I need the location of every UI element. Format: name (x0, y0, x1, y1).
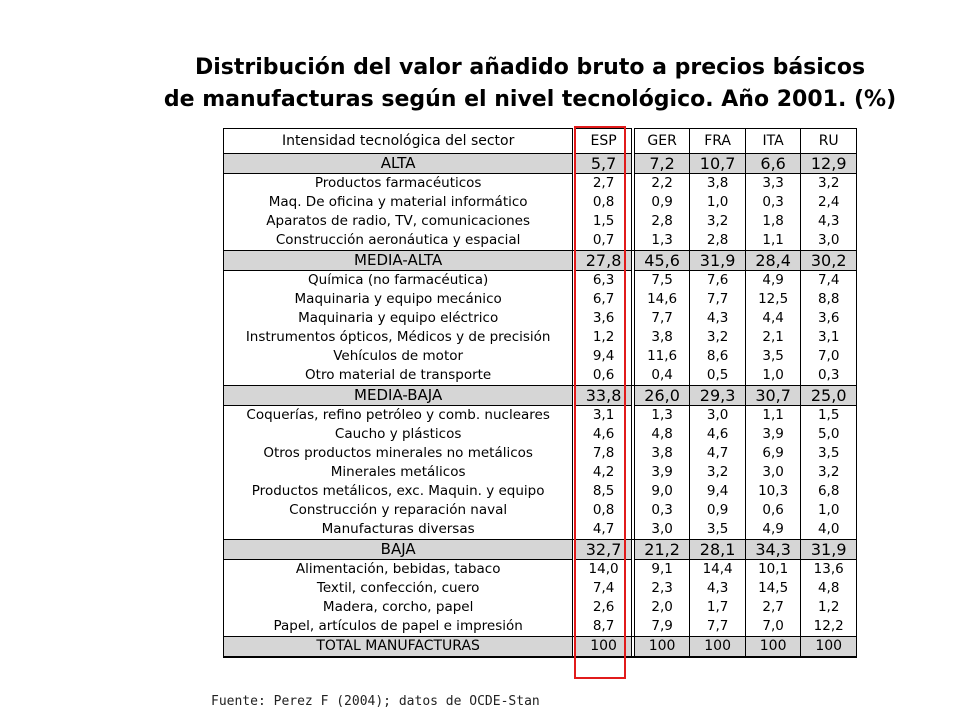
sector-value-esp: 3,6 (576, 309, 632, 328)
sector-value-ru: 3,0 (801, 231, 857, 251)
sector-value-esp: 2,7 (576, 174, 632, 194)
table-row (224, 501, 857, 520)
sector-value-ru: 1,0 (801, 501, 857, 520)
table-row (224, 366, 857, 386)
sector-value-fra: 7,6 (690, 271, 746, 291)
table-row (224, 231, 857, 251)
sector-value-ru: 3,2 (801, 463, 857, 482)
sector-value-ger: 2,2 (634, 174, 690, 194)
sector-value-ru: 2,4 (801, 193, 857, 212)
group-label: ALTA (224, 154, 573, 174)
table-row (224, 212, 857, 231)
sector-value-esp: 4,2 (576, 463, 632, 482)
sector-value-ita: 10,3 (745, 482, 801, 501)
sector-value-ita: 1,1 (745, 231, 801, 251)
sector-value-esp: 3,1 (576, 406, 632, 426)
sector-value-ru: 5,0 (801, 425, 857, 444)
header-country-ita: ITA (745, 129, 801, 154)
total-value-esp: 100 (576, 637, 632, 658)
group-row (224, 154, 857, 174)
sector-value-esp: 7,8 (576, 444, 632, 463)
sector-value-fra: 3,0 (690, 406, 746, 426)
sector-value-ger: 3,9 (634, 463, 690, 482)
sector-label: Construcción aeronáutica y espacial (224, 231, 573, 251)
table-row (224, 309, 857, 328)
sector-value-esp: 2,6 (576, 598, 632, 617)
sector-value-ru: 1,2 (801, 598, 857, 617)
total-value-fra: 100 (690, 637, 746, 658)
sector-value-fra: 0,5 (690, 366, 746, 386)
sector-value-esp: 8,5 (576, 482, 632, 501)
sector-value-ita: 4,9 (745, 520, 801, 540)
group-value-esp: 5,7 (576, 154, 632, 174)
sector-label: Papel, artículos de papel e impresión (224, 617, 573, 637)
group-value-ger: 21,2 (634, 540, 690, 560)
sector-value-ru: 4,0 (801, 520, 857, 540)
sector-value-ru: 7,4 (801, 271, 857, 291)
sector-value-esp: 6,7 (576, 290, 632, 309)
sector-value-ger: 7,5 (634, 271, 690, 291)
sector-value-fra: 0,9 (690, 501, 746, 520)
header-country-ru: RU (801, 129, 857, 154)
total-label: TOTAL MANUFACTURAS (224, 637, 573, 658)
sector-label: Minerales metálicos (224, 463, 573, 482)
sector-value-ru: 6,8 (801, 482, 857, 501)
sector-value-fra: 4,7 (690, 444, 746, 463)
table-row (224, 174, 857, 194)
table-row (224, 617, 857, 637)
sector-label: Maquinaria y equipo eléctrico (224, 309, 573, 328)
sector-value-ger: 3,0 (634, 520, 690, 540)
sector-value-ita: 3,0 (745, 463, 801, 482)
table-container (223, 128, 857, 658)
sector-value-ita: 1,0 (745, 366, 801, 386)
sector-label: Química (no farmacéutica) (224, 271, 573, 291)
sector-value-fra: 3,2 (690, 212, 746, 231)
sector-value-fra: 3,5 (690, 520, 746, 540)
table-row (224, 463, 857, 482)
sector-value-ger: 0,3 (634, 501, 690, 520)
sector-value-ru: 3,2 (801, 174, 857, 194)
sector-value-ita: 2,1 (745, 328, 801, 347)
sector-value-ger: 4,8 (634, 425, 690, 444)
sector-value-ita: 6,9 (745, 444, 801, 463)
sector-label: Productos farmacéuticos (224, 174, 573, 194)
sector-value-esp: 4,6 (576, 425, 632, 444)
sector-value-ita: 2,7 (745, 598, 801, 617)
sector-value-ger: 9,1 (634, 560, 690, 580)
title-line-1: Distribución del valor añadido bruto a precios básicos (194, 55, 866, 80)
table-row (224, 482, 857, 501)
table-row (224, 520, 857, 540)
sector-value-esp: 0,6 (576, 366, 632, 386)
sector-value-esp: 1,2 (576, 328, 632, 347)
sector-value-ru: 4,3 (801, 212, 857, 231)
sector-value-ru: 0,3 (801, 366, 857, 386)
header-country-ger: GER (634, 129, 690, 154)
group-value-fra: 28,1 (690, 540, 746, 560)
sector-value-esp: 0,8 (576, 193, 632, 212)
sector-label: Coquerías, refino petróleo y comb. nucleares (224, 406, 573, 426)
sector-value-fra: 3,2 (690, 463, 746, 482)
sector-label: Otros productos minerales no metálicos (224, 444, 573, 463)
sector-value-fra: 8,6 (690, 347, 746, 366)
value-added-table (223, 128, 857, 658)
sector-value-ger: 3,8 (634, 444, 690, 463)
sector-value-ger: 2,0 (634, 598, 690, 617)
sector-label: Maquinaria y equipo mecánico (224, 290, 573, 309)
group-value-esp: 27,8 (576, 251, 632, 271)
table-row (224, 444, 857, 463)
sector-value-fra: 1,0 (690, 193, 746, 212)
sector-value-fra: 3,8 (690, 174, 746, 194)
sector-label: Madera, corcho, papel (224, 598, 573, 617)
group-value-ita: 34,3 (745, 540, 801, 560)
sector-value-ita: 10,1 (745, 560, 801, 580)
group-row (224, 540, 857, 560)
sector-value-fra: 9,4 (690, 482, 746, 501)
group-label: MEDIA-ALTA (224, 251, 573, 271)
sector-value-ru: 7,0 (801, 347, 857, 366)
sector-label: Construcción y reparación naval (224, 501, 573, 520)
sector-value-ru: 3,1 (801, 328, 857, 347)
group-row (224, 251, 857, 271)
group-value-ita: 28,4 (745, 251, 801, 271)
sector-value-ger: 14,6 (634, 290, 690, 309)
group-value-fra: 10,7 (690, 154, 746, 174)
sector-value-ger: 11,6 (634, 347, 690, 366)
sector-value-fra: 2,8 (690, 231, 746, 251)
sector-value-ru: 13,6 (801, 560, 857, 580)
sector-value-ger: 0,4 (634, 366, 690, 386)
title-line-2: de manufacturas según el nivel tecnológico. Año 2001. (%) (163, 87, 897, 112)
sector-value-ru: 3,5 (801, 444, 857, 463)
table-row (224, 347, 857, 366)
sector-value-esp: 0,7 (576, 231, 632, 251)
sector-label: Vehículos de motor (224, 347, 573, 366)
table-row (224, 560, 857, 580)
sector-value-fra: 4,6 (690, 425, 746, 444)
group-value-ru: 31,9 (801, 540, 857, 560)
sector-label: Otro material de transporte (224, 366, 573, 386)
sector-value-esp: 1,5 (576, 212, 632, 231)
table-row (224, 425, 857, 444)
sector-value-ita: 0,3 (745, 193, 801, 212)
group-value-ita: 30,7 (745, 386, 801, 406)
table-row (224, 598, 857, 617)
sector-value-esp: 6,3 (576, 271, 632, 291)
header-row (224, 129, 857, 154)
sector-value-ger: 7,7 (634, 309, 690, 328)
sector-value-fra: 7,7 (690, 290, 746, 309)
group-value-ger: 7,2 (634, 154, 690, 174)
sector-value-ru: 8,8 (801, 290, 857, 309)
sector-value-fra: 1,7 (690, 598, 746, 617)
table-row (224, 290, 857, 309)
sector-value-ita: 7,0 (745, 617, 801, 637)
group-value-ru: 12,9 (801, 154, 857, 174)
sector-value-ger: 0,9 (634, 193, 690, 212)
sector-value-ru: 4,8 (801, 579, 857, 598)
sector-value-esp: 8,7 (576, 617, 632, 637)
table-row (224, 271, 857, 291)
group-value-ita: 6,6 (745, 154, 801, 174)
sector-value-ru: 1,5 (801, 406, 857, 426)
sector-value-ita: 4,4 (745, 309, 801, 328)
sector-value-esp: 0,8 (576, 501, 632, 520)
sector-label: Alimentación, bebidas, tabaco (224, 560, 573, 580)
sector-value-esp: 14,0 (576, 560, 632, 580)
group-value-fra: 29,3 (690, 386, 746, 406)
sector-label: Textil, confección, cuero (224, 579, 573, 598)
group-value-ru: 30,2 (801, 251, 857, 271)
sector-value-ita: 0,6 (745, 501, 801, 520)
sector-label: Aparatos de radio, TV, comunicaciones (224, 212, 573, 231)
total-value-ger: 100 (634, 637, 690, 658)
sector-value-ru: 12,2 (801, 617, 857, 637)
sector-value-fra: 4,3 (690, 579, 746, 598)
sector-value-ru: 3,6 (801, 309, 857, 328)
header-sector: Intensidad tecnológica del sector (224, 129, 573, 154)
sector-value-ita: 1,1 (745, 406, 801, 426)
group-value-fra: 31,9 (690, 251, 746, 271)
table-row (224, 406, 857, 426)
sector-value-ita: 14,5 (745, 579, 801, 598)
page-title (0, 52, 960, 116)
table-row (224, 193, 857, 212)
sector-value-ger: 7,9 (634, 617, 690, 637)
sector-value-ger: 2,8 (634, 212, 690, 231)
group-label: MEDIA-BAJA (224, 386, 573, 406)
total-row (224, 637, 857, 658)
sector-value-ger: 1,3 (634, 231, 690, 251)
sector-value-ger: 2,3 (634, 579, 690, 598)
sector-value-esp: 7,4 (576, 579, 632, 598)
sector-value-ger: 1,3 (634, 406, 690, 426)
sector-label: Productos metálicos, exc. Maquin. y equipo (224, 482, 573, 501)
group-value-ger: 45,6 (634, 251, 690, 271)
sector-label: Caucho y plásticos (224, 425, 573, 444)
sector-value-ita: 4,9 (745, 271, 801, 291)
sector-label: Instrumentos ópticos, Médicos y de precisión (224, 328, 573, 347)
total-value-ru: 100 (801, 637, 857, 658)
sector-value-fra: 4,3 (690, 309, 746, 328)
source-note: Fuente: Perez F (2004); datos de OCDE-Stan (211, 694, 540, 709)
header-country-fra: FRA (690, 129, 746, 154)
sector-value-esp: 9,4 (576, 347, 632, 366)
sector-value-esp: 4,7 (576, 520, 632, 540)
sector-label: Manufacturas diversas (224, 520, 573, 540)
group-value-ru: 25,0 (801, 386, 857, 406)
sector-value-ger: 3,8 (634, 328, 690, 347)
group-value-esp: 32,7 (576, 540, 632, 560)
sector-value-ita: 3,9 (745, 425, 801, 444)
table-row (224, 579, 857, 598)
sector-value-ita: 3,3 (745, 174, 801, 194)
sector-value-ita: 1,8 (745, 212, 801, 231)
sector-value-ita: 12,5 (745, 290, 801, 309)
sector-value-fra: 7,7 (690, 617, 746, 637)
sector-value-ita: 3,5 (745, 347, 801, 366)
sector-value-fra: 14,4 (690, 560, 746, 580)
total-value-ita: 100 (745, 637, 801, 658)
group-label: BAJA (224, 540, 573, 560)
sector-value-ger: 9,0 (634, 482, 690, 501)
table-row (224, 328, 857, 347)
group-value-esp: 33,8 (576, 386, 632, 406)
sector-label: Maq. De oficina y material informático (224, 193, 573, 212)
group-value-ger: 26,0 (634, 386, 690, 406)
group-row (224, 386, 857, 406)
sector-value-fra: 3,2 (690, 328, 746, 347)
header-country-esp: ESP (576, 129, 632, 154)
